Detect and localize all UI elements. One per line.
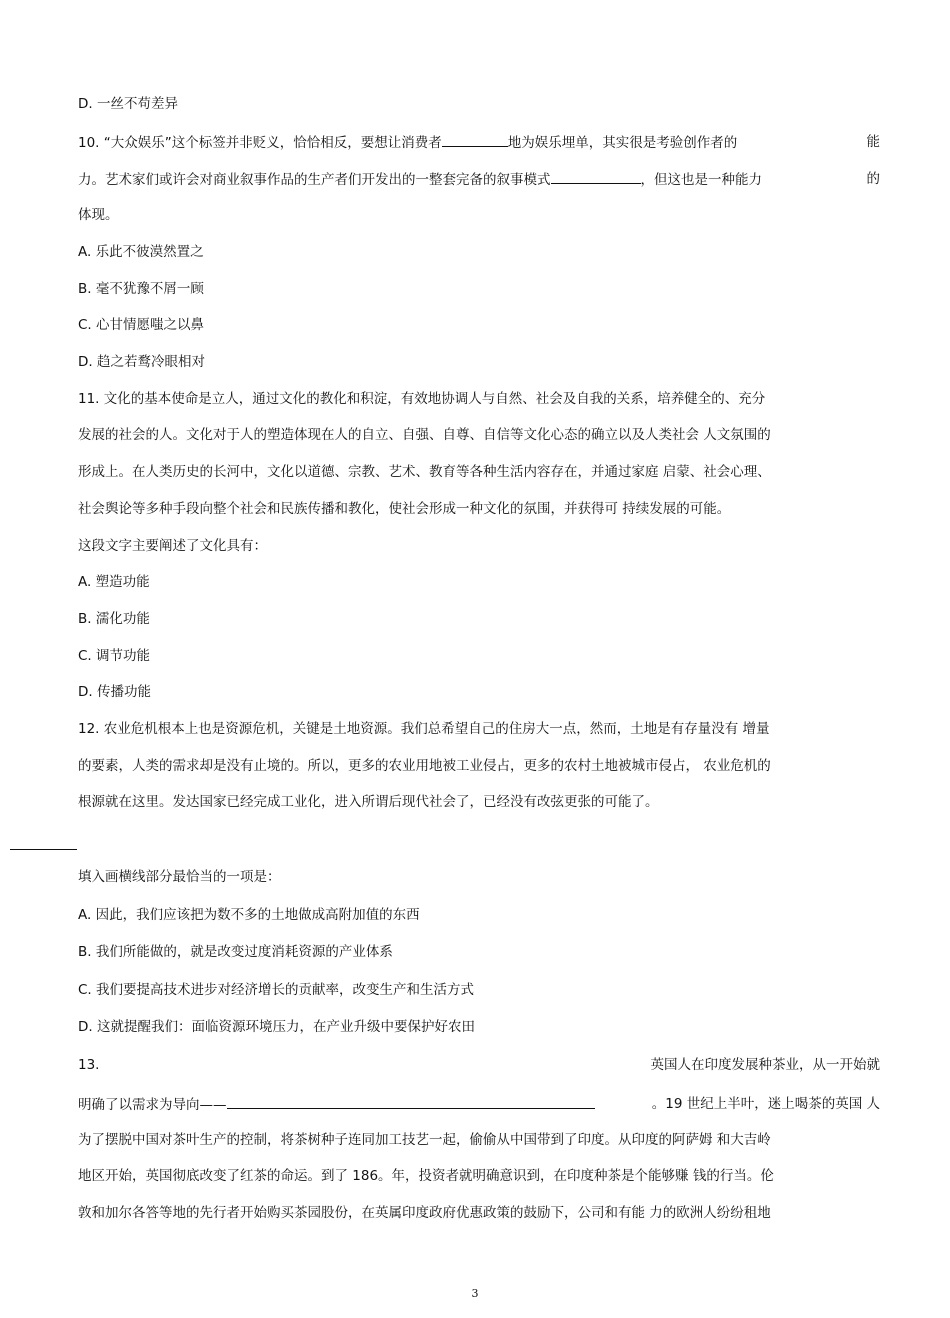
q11-line-3: 形成上。在人类历史的长河中，文化以道德、宗教、艺术、教育等各种生活内容存在，并通过家庭 启蒙、社会心理、 — [78, 464, 771, 480]
q9-option-d: D. 一丝不苟差异 — [78, 96, 178, 112]
q12-line-1: 12. 农业危机根本上也是资源危机，关键是土地资源。我们总希望自己的住房大一点，然而，土地是有存量没有 增量 — [78, 721, 770, 737]
q12-stem: 填入画横线部分最恰当的一项是： — [78, 869, 281, 885]
q10-text-1a: 10. “大众娱乐”这个标签并非贬义，恰恰相反，要想让消费者 — [78, 135, 442, 151]
q13-line-1 — [78, 1055, 880, 1075]
q13-text-2b: 。19 世纪上半叶，迷上喝茶的英国 人 — [651, 1096, 880, 1112]
q10-option-d: D. 趋之若鹜冷眼相对 — [78, 354, 205, 370]
answer-blank — [227, 1094, 595, 1109]
q13-number: 13. — [78, 1057, 100, 1073]
q10-option-b: B. 毫不犹豫不屑一顾 — [78, 281, 204, 297]
page-number: 3 — [471, 1287, 479, 1300]
q11-option-b: B. 濡化功能 — [78, 611, 150, 627]
q11-option-d: D. 传播功能 — [78, 684, 151, 700]
q11-option-a: A. 塑造功能 — [78, 574, 150, 590]
q13-line-4: 地区开始，英国彻底改变了红茶的命运。到了 186。年，投资者就明确意识到，在印度种茶是个能够赚 钱的行当。伦 — [78, 1168, 774, 1184]
q13-line-3: 为了摆脱中国对茶叶生产的控制，将茶树种子连同加工技艺一起，偷偷从中国带到了印度。从印度的阿萨姆 和大吉岭 — [78, 1132, 771, 1148]
q12-option-a: A. 因此，我们应该把为数不多的土地做成高附加值的东西 — [78, 907, 420, 923]
q10-text-2c: 的 — [866, 171, 880, 187]
q10-line-2 — [78, 169, 880, 190]
q11-line-2: 发展的社会的人。文化对于人的塑造体现在人的自立、自强、自尊、自信等文化心态的确立以及人类社会 人文氛围的 — [78, 427, 771, 443]
q11-line-1: 11. 文化的基本使命是立人，通过文化的教化和积淀，有效地协调人与自然、社会及自我的关系，培养健全的、充分 — [78, 391, 766, 407]
q10-text-1c: 能 — [866, 134, 880, 150]
q10-text-1b: 地为娱乐埋单，其实很是考验创作者的 — [507, 135, 738, 151]
q12-line-3: 根源就在这里。发达国家已经完成工业化，进入所谓后现代社会了，已经没有改弦更张的可能了。 — [78, 794, 659, 810]
q12-line-2: 的要素，人类的需求却是没有止境的。所以，更多的农业用地被工业侵占，更多的农村土地被城市侵占， 农业危机的 — [78, 758, 771, 774]
q11-option-c: C. 调节功能 — [78, 648, 151, 664]
q11-line-4: 社会舆论等多种手段向整个社会和民族传播和教化，使社会形成一种文化的氛围，并获得可 持续发展的可能。 — [78, 501, 731, 517]
answer-blank — [442, 132, 508, 147]
q13-line-5: 敦和加尔各答等地的先行者开始购买茶园股份，在英属印度政府优惠政策的鼓励下，公司和有能 力的欧洲人纷纷租地 — [78, 1205, 771, 1221]
q10-option-c: C. 心甘情愿嗤之以鼻 — [78, 317, 205, 333]
q12-option-c: C. 我们要提高技术进步对经济增长的贡献率，改变生产和生活方式 — [78, 982, 475, 998]
q13-text-1b: 英国人在印度发展种茶业，从一开始就 — [650, 1057, 880, 1073]
q10-option-a: A. 乐此不彼漠然置之 — [78, 244, 204, 260]
q13-line-2 — [78, 1094, 880, 1115]
q10-line-3: 体现。 — [78, 207, 119, 223]
q11-stem: 这段文字主要阐述了文化具有： — [78, 538, 267, 554]
separator-rule — [10, 849, 77, 850]
q13-text-2a: 明确了以需求为导向—— — [78, 1097, 227, 1113]
q12-option-b: B. 我们所能做的，就是改变过度消耗资源的产业体系 — [78, 944, 393, 960]
q10-text-2b: ，但这也是一种能力 — [640, 172, 762, 188]
q10-text-2a: 力。艺术家们或许会对商业叙事作品的生产者们开发出的一整套完备的叙事模式 — [78, 172, 551, 188]
answer-blank — [551, 169, 641, 184]
q10-line-1 — [78, 132, 880, 153]
q12-option-d: D. 这就提醒我们：面临资源环境压力，在产业升级中要保护好农田 — [78, 1019, 475, 1035]
